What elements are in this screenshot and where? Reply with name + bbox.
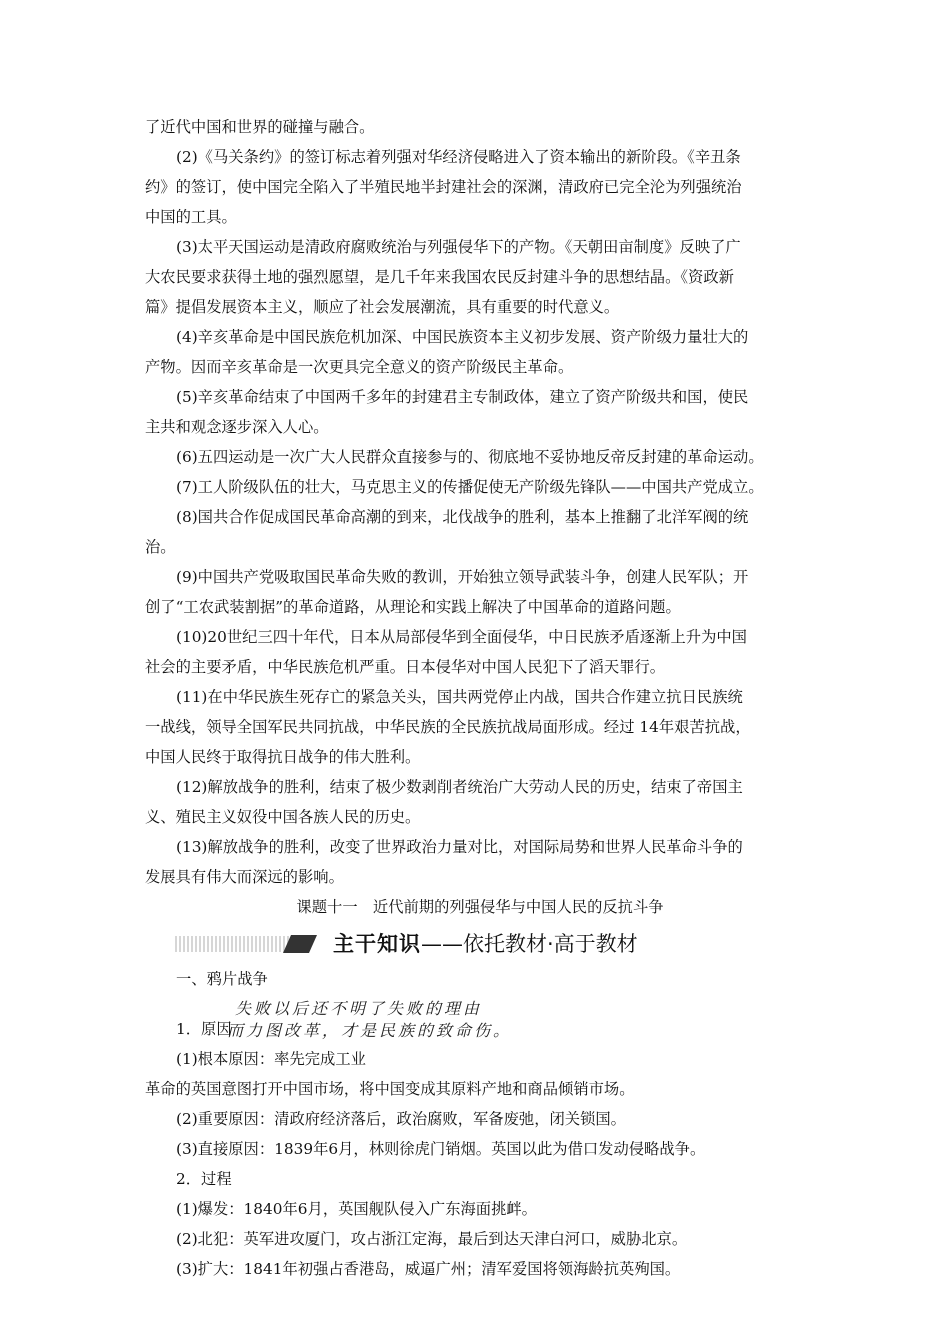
point-10 bbox=[145, 622, 815, 682]
point-11-line-2: 一战线，领导全国军民共同抗战，中华民族的全民族抗战局面形成。经过 14年艰苦抗战， bbox=[145, 718, 751, 736]
lesson-title: 课题十一 近代前期的列强侵华与中国人民的反抗斗争 bbox=[296, 898, 664, 916]
point-12 bbox=[145, 772, 815, 832]
point-8-line-1: (8)国共合作促成国民革命高潮的到来，北伐战争的胜利，基本上推翻了北洋军阀的统 bbox=[176, 508, 749, 526]
point-5 bbox=[145, 382, 815, 442]
process-outbreak: (1)爆发：1840年6月，英国舰队侵入广东海面挑衅。 bbox=[176, 1200, 537, 1218]
point-3 bbox=[145, 232, 815, 322]
point-12-line-2: 义、殖民主义奴役中国各族人民的历史。 bbox=[145, 808, 421, 826]
point-11 bbox=[145, 682, 815, 772]
point-4 bbox=[145, 322, 815, 382]
point-3-line-1: (3)太平天国运动是清政府腐败统治与列强侵华下的产物。《天朝田亩制度》反映了广 bbox=[176, 238, 741, 256]
point-3-line-2: 大农民要求获得土地的强烈愿望，是几千年来我国农民反封建斗争的思想结晶。《资政新 bbox=[145, 268, 734, 286]
point-11-line-1: (11)在中华民族生死存亡的紧急关头，国共两党停止内战，国共合作建立抗日民族统 bbox=[176, 688, 743, 706]
point-13-line-2: 发展具有伟大而深远的影响。 bbox=[145, 868, 344, 886]
point-10-line-1: (10)20世纪三四十年代，日本从局部侵华到全面侵华，中日民族矛盾逐渐上升为中国 bbox=[176, 628, 747, 646]
point-7 bbox=[145, 472, 815, 502]
handwritten-note-block bbox=[145, 994, 815, 1044]
intro-line: 了近代中国和世界的碰撞与融合。 bbox=[145, 118, 375, 136]
section-banner bbox=[145, 924, 815, 964]
point-6 bbox=[145, 442, 815, 472]
document-page bbox=[145, 112, 815, 1284]
point-9-line-1: (9)中国共产党吸取国民革命失败的教训，开始独立领导武装斗争，创建人民军队；开 bbox=[176, 568, 749, 586]
item-2-heading: 2．过程 bbox=[176, 1170, 232, 1188]
point-13-line-1: (13)解放战争的胜利，改变了世界政治力量对比，对国际局势和世界人民革命斗争的 bbox=[176, 838, 743, 856]
banner-sub-text: ——依托教材·高于教材 bbox=[421, 932, 638, 956]
point-9-line-2: 创了“工农武装割据”的革命道路，从理论和实践上解决了中国革命的道路问题。 bbox=[145, 598, 681, 616]
point-2-line-3: 中国的工具。 bbox=[145, 208, 237, 226]
banner-stripe-decoration bbox=[175, 936, 293, 952]
cause-root-cont: 革命的英国意图打开中国市场，将中国变成其原料产地和商品倾销市场。 bbox=[145, 1080, 635, 1098]
point-8-line-2: 治。 bbox=[145, 538, 176, 556]
banner-title bbox=[333, 926, 638, 962]
point-13 bbox=[145, 832, 815, 892]
point-3-line-3: 篇》提倡发展资本主义，顺应了社会发展潮流，具有重要的时代意义。 bbox=[145, 298, 620, 316]
point-6-line-1: (6)五四运动是一次广大人民群众直接参与的、彻底地不妥协地反帝反封建的革命运动。 bbox=[176, 448, 764, 466]
section-heading: 一、鸦片战争 bbox=[176, 970, 268, 988]
point-10-line-2: 社会的主要矛盾，中华民族危机严重。日本侵华对中国人民犯下了滔天罪行。 bbox=[145, 658, 666, 676]
point-11-line-3: 中国人民终于取得抗日战争的伟大胜利。 bbox=[145, 748, 421, 766]
point-2-line-1: (2)《马关条约》的签订标志着列强对华经济侵略进入了资本输出的新阶段。《辛丑条 bbox=[176, 148, 741, 166]
process-expand: (3)扩大：1841年初强占香港岛，威逼广州；清军爱国将领海龄抗英殉国。 bbox=[176, 1260, 681, 1278]
cause-root: (1)根本原因：率先完成工业 bbox=[176, 1050, 366, 1068]
item-1-heading: 1．原因 bbox=[176, 1020, 232, 1038]
point-5-line-1: (5)辛亥革命结束了中国两千多年的封建君主专制政体，建立了资产阶级共和国，使民 bbox=[176, 388, 749, 406]
cause-direct: (3)直接原因：1839年6月，林则徐虎门销烟。英国以此为借口发动侵略战争。 bbox=[176, 1140, 706, 1158]
handwritten-note-line-2: 而力图改革，才是民族的致命伤。 bbox=[227, 1021, 513, 1040]
point-5-line-2: 主共和观念逐步深入人心。 bbox=[145, 418, 329, 436]
point-4-line-2: 产物。因而辛亥革命是一次更具完全意义的资产阶级民主革命。 bbox=[145, 358, 574, 376]
point-9 bbox=[145, 562, 815, 622]
point-2-line-2: 约》的签订，使中国完全陷入了半殖民地半封建社会的深渊，清政府已完全沦为列强统治 bbox=[145, 178, 742, 196]
point-4-line-1: (4)辛亥革命是中国民族危机加深、中国民族资本主义初步发展、资产阶级力量壮大的 bbox=[176, 328, 749, 346]
point-8 bbox=[145, 502, 815, 562]
point-12-line-1: (12)解放战争的胜利，结束了极少数剥削者统治广大劳动人民的历史，结束了帝国主 bbox=[176, 778, 743, 796]
handwritten-note-line-1: 失败以后还不明了失败的理由 bbox=[235, 999, 483, 1018]
point-2 bbox=[145, 142, 815, 232]
cause-important: (2)重要原因：清政府经济落后，政治腐败，军备废弛，闭关锁国。 bbox=[176, 1110, 626, 1128]
banner-main-text: 主干知识 bbox=[333, 932, 421, 956]
process-north: (2)北犯：英军进攻厦门，攻占浙江定海，最后到达天津白河口，威胁北京。 bbox=[176, 1230, 688, 1248]
point-7-line-1: (7)工人阶级队伍的壮大，马克思主义的传播促使无产阶级先锋队——中国共产党成立。 bbox=[176, 478, 764, 496]
